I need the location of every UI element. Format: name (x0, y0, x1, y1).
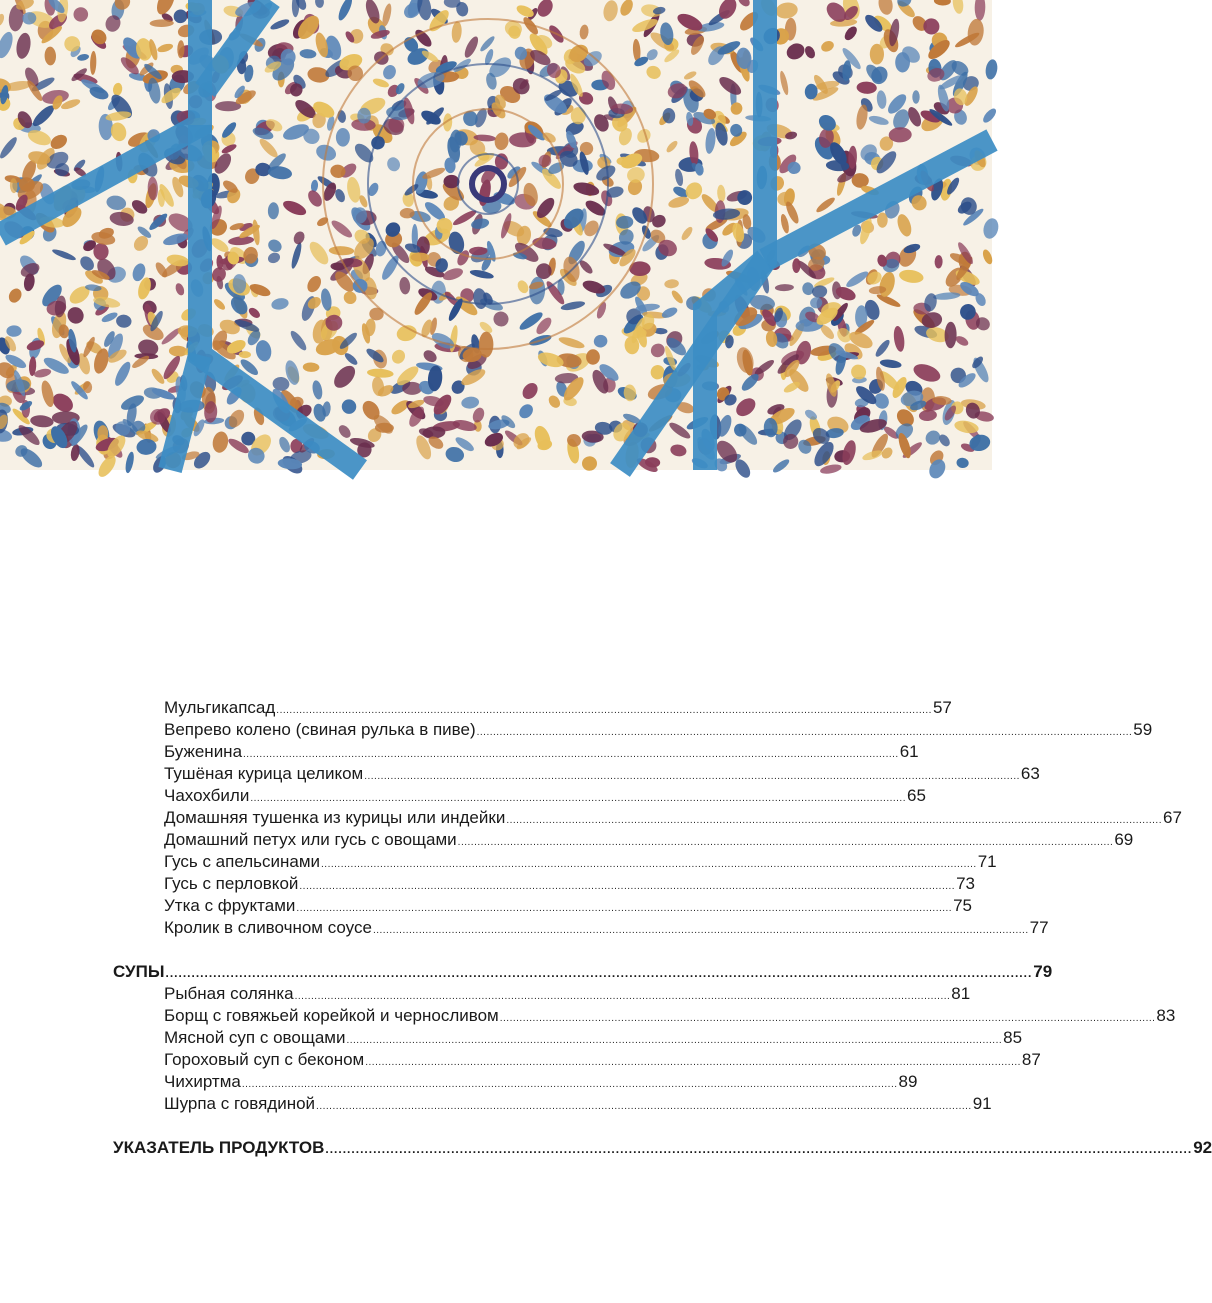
toc-page-number: 65 (907, 786, 926, 805)
toc-item[interactable] (113, 763, 1040, 785)
toc-item[interactable] (113, 741, 919, 763)
toc-item[interactable] (113, 851, 997, 873)
toc-item-label: Чихиртма (164, 1072, 241, 1091)
toc-item-label: Гусь с апельсинами (164, 852, 321, 871)
toc-item[interactable] (113, 1027, 1023, 1049)
toc-page-number: 61 (899, 742, 919, 761)
toc-item-label: Домашний петух или гусь с овощами (164, 830, 457, 849)
toc-page-number: 73 (956, 874, 975, 893)
toc-page-number: 67 (1162, 808, 1182, 827)
toc-page-number: 79 (1033, 962, 1053, 981)
toc-item[interactable] (113, 1071, 918, 1093)
toc-section-label: СУПЫ (113, 962, 165, 981)
toc-item[interactable] (113, 983, 971, 1005)
toc-leader-dots: ........................................................................................................................................................................................................ (294, 991, 951, 1002)
toc-item[interactable] (113, 719, 1153, 741)
toc-leader-dots: ........................................................................................................................................................................................................ (276, 705, 932, 716)
toc-page-number: 83 (1156, 1006, 1176, 1025)
toc-item[interactable] (113, 1093, 992, 1115)
toc-item[interactable] (113, 873, 975, 895)
toc-leader-dots: ........................................................................................................................................................................................................ (250, 793, 906, 804)
toc-section-label: УКАЗАТЕЛЬ ПРОДУКТОВ (113, 1138, 325, 1157)
toc-leader-dots: ........................................................................................................................................................................................................ (457, 837, 1114, 848)
toc-page-number: 89 (898, 1072, 918, 1091)
toc-page-number: 81 (951, 984, 971, 1003)
toc-leader-dots: ........................................................................................................................................................................................................ (296, 903, 953, 914)
toc-item-label: Утка с фруктами (164, 896, 296, 915)
toc-page-number: 85 (1003, 1028, 1023, 1047)
toc-item-label: Вепрево колено (свиная рулька в пиве) (164, 720, 476, 739)
toc-page-number: 69 (1114, 830, 1134, 849)
toc-item-label: Мульгикапсад (164, 698, 276, 717)
toc-leader-dots: ........................................................................................................................................................................................................ (506, 815, 1162, 826)
decorative-banner (0, 0, 992, 470)
toc-item-label: Чахохбили (164, 786, 250, 805)
toc-page-number: 63 (1020, 764, 1040, 783)
toc-page-number: 87 (1021, 1050, 1041, 1069)
toc-group-soups (113, 983, 1176, 1115)
toc-leader-dots: ........................................................................................................................................................................................................ (372, 925, 1029, 936)
toc-item[interactable] (113, 1049, 1041, 1071)
toc-leader-dots: ........................................................................................................................................................................................................ (316, 1101, 972, 1112)
toc-item[interactable] (113, 785, 926, 807)
toc-item[interactable] (113, 807, 1182, 829)
toc-item-label: Шурпа с говядиной (164, 1094, 316, 1113)
toc-item-label: Кролик в сливочном соусе (164, 918, 372, 937)
toc-leader-dots: ........................................................................................................................................................................................................ (365, 1057, 1021, 1068)
toc-leader-dots: ........................................................................................................................................................................................................ (321, 859, 977, 870)
table-of-contents (113, 697, 1212, 1159)
toc-page-number: 92 (1193, 1138, 1212, 1157)
toc-section-index[interactable] (113, 1137, 1212, 1159)
toc-page-number: 59 (1133, 720, 1153, 739)
toc-leader-dots: ........................................................................................................................................................................................................ (499, 1013, 1156, 1024)
toc-leader-dots: ........................................................................................................................................................................................................ (346, 1035, 1003, 1046)
toc-page-number: 71 (977, 852, 997, 871)
toc-page-number: 91 (972, 1094, 992, 1113)
toc-item[interactable] (113, 1005, 1176, 1027)
toc-item-label: Тушёная курица целиком (164, 764, 364, 783)
toc-leader-dots: ........................................................................................................................................................................................................ (241, 1079, 898, 1090)
toc-item[interactable] (113, 829, 1134, 851)
toc-group-meat (113, 697, 1182, 939)
toc-item-label: Домашняя тушенка из курицы или индейки (164, 808, 506, 827)
toc-leader-dots: ........................................................................................................................................................................................................ (165, 966, 1033, 980)
mosaic-pattern-image (0, 0, 992, 470)
toc-item[interactable] (113, 917, 1049, 939)
toc-page-number: 75 (953, 896, 973, 915)
toc-item[interactable] (113, 895, 973, 917)
toc-item-label: Рыбная солянка (164, 984, 294, 1003)
toc-item-label: Гусь с перловкой (164, 874, 299, 893)
toc-item-label: Буженина (164, 742, 243, 761)
toc-leader-dots: ........................................................................................................................................................................................................ (325, 1142, 1193, 1156)
toc-item[interactable] (113, 697, 952, 719)
toc-leader-dots: ........................................................................................................................................................................................................ (476, 727, 1133, 738)
toc-page-number: 57 (932, 698, 952, 717)
toc-item-label: Борщ с говяжьей корейкой и черносливом (164, 1006, 499, 1025)
toc-leader-dots: ........................................................................................................................................................................................................ (364, 771, 1020, 782)
toc-section-soups[interactable] (113, 961, 1053, 983)
toc-page-number: 77 (1029, 918, 1049, 937)
toc-item-label: Гороховый суп с беконом (164, 1050, 365, 1069)
toc-leader-dots: ........................................................................................................................................................................................................ (299, 881, 956, 892)
toc-item-label: Мясной суп с овощами (164, 1028, 346, 1047)
toc-leader-dots: ........................................................................................................................................................................................................ (243, 749, 899, 760)
